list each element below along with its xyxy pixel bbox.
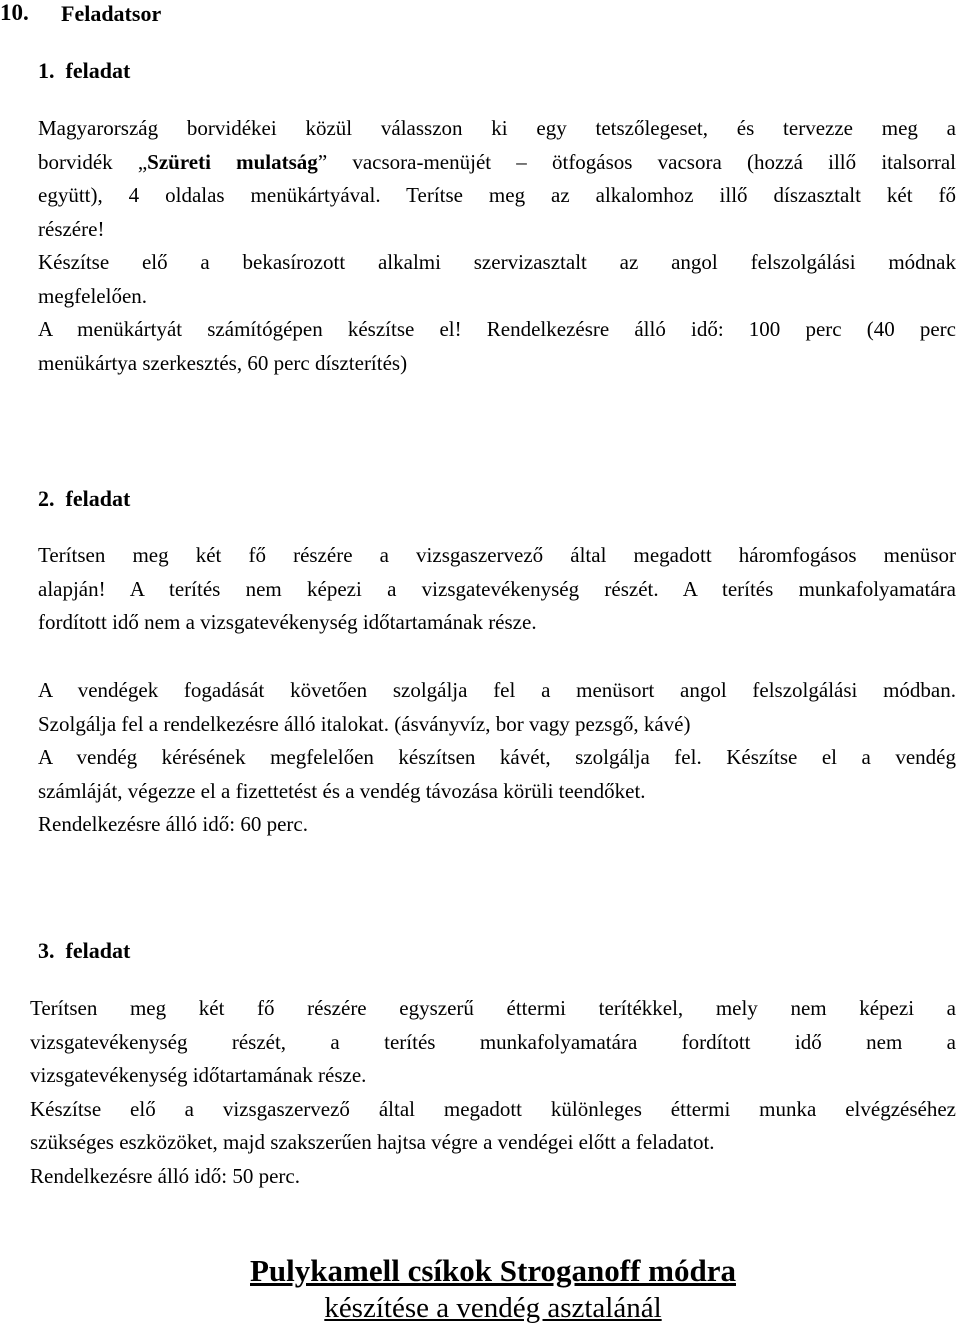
task-3-title: 3. feladat xyxy=(38,938,131,963)
task-3-line-1: Terítsen meg két fő részére egyszerű éttermi terítékkel, mely nem képezi a xyxy=(30,996,956,1020)
section-title: Feladatsor xyxy=(61,1,162,26)
task-3-line-6: Rendelkezésre álló idő: 50 perc. xyxy=(30,1163,300,1188)
task-2-body xyxy=(38,539,956,640)
task-1-line-8: menükártya szerkesztés, 60 perc díszterítés) xyxy=(38,350,408,375)
task-1-line-2 xyxy=(38,146,956,180)
task-2-body-2 xyxy=(38,674,956,842)
task-2-line-5: Szolgálja fel a rendelkezésre álló italokat. (ásványvíz, bor vagy pezsgő, kávé) xyxy=(38,711,691,736)
task-3-line-2: vizsgatevékenység részét, a terítés munkafolyamatára fordított idő nem a xyxy=(30,1029,956,1054)
task-1-line-4: részére! xyxy=(38,216,105,241)
task-1-title: 1. feladat xyxy=(38,58,131,83)
task-3-line-5: szükséges eszközöket, majd szakszerűen hajtsa végre a vendégei előtt a feladatot. xyxy=(30,1130,715,1154)
task-2-line-8: Rendelkezésre álló idő: 60 perc. xyxy=(38,812,308,836)
task-2-line-3: fordított idő nem a vizsgatevékenység időtartamának része. xyxy=(38,610,537,634)
task-3-line-3: vizsgatevékenység időtartamának része. xyxy=(30,1063,367,1087)
task-1-line-5: Készítse elő a bekasírozott alkalmi szervizasztalt az angol felszolgálási módnak xyxy=(38,250,956,274)
section-number: 10. xyxy=(0,0,29,25)
task-3-body xyxy=(30,992,956,1193)
final-subtitle: készítése a vendég asztalánál xyxy=(324,1292,662,1324)
task-3-line-4: Készítse elő a vizsgaszervező által megadott különleges éttermi munka elvégzéséhez xyxy=(30,1096,956,1121)
task-2-line-7: számláját, végezze el a fizettetést és a vendég távozása körüli teendőket. xyxy=(38,778,646,803)
task-2-line-2: alapján! A terítés nem képezi a vizsgatevékenység részét. A terítés munkafolyamatára xyxy=(38,576,956,601)
task-1-line-7: A menükártyát számítógépen készítse el! Rendelkezésre álló idő: 100 perc (40 perc xyxy=(38,317,956,341)
task-1-line-1: Magyarország borvidékei közül válasszon ki egy tetszőlegeset, és tervezze meg a xyxy=(38,116,956,140)
task-2-line-4: A vendégek fogadását követően szolgálja fel a menüsort angol felszolgálási módban. xyxy=(38,678,956,702)
task-1-line-3: együtt), 4 oldalas menükártyával. Terítse meg az alkalomhoz illő díszasztalt két fő xyxy=(38,183,956,207)
task-1-line-2a: borvidék „ xyxy=(38,149,148,174)
task-1-body xyxy=(38,112,956,380)
task-2-line-1: Terítsen meg két fő részére a vizsgaszervező által megadott háromfogásos menüsor xyxy=(38,543,956,567)
event-name: Szüreti mulatság xyxy=(147,149,318,174)
task-1-line-6: megfelelően. xyxy=(38,283,148,308)
task-2-title: 2. feladat xyxy=(38,486,131,511)
final-title: Pulykamell csíkok Stroganoff módra xyxy=(250,1253,736,1288)
task-2-line-6: A vendég kérésének megfelelően készítsen kávét, szolgálja fel. Készítse el a vendég xyxy=(38,745,956,769)
task-1-line-2c: ” vacsora-menüjét – ötfogásos vacsora (hozzá illő italsorral xyxy=(317,149,956,174)
